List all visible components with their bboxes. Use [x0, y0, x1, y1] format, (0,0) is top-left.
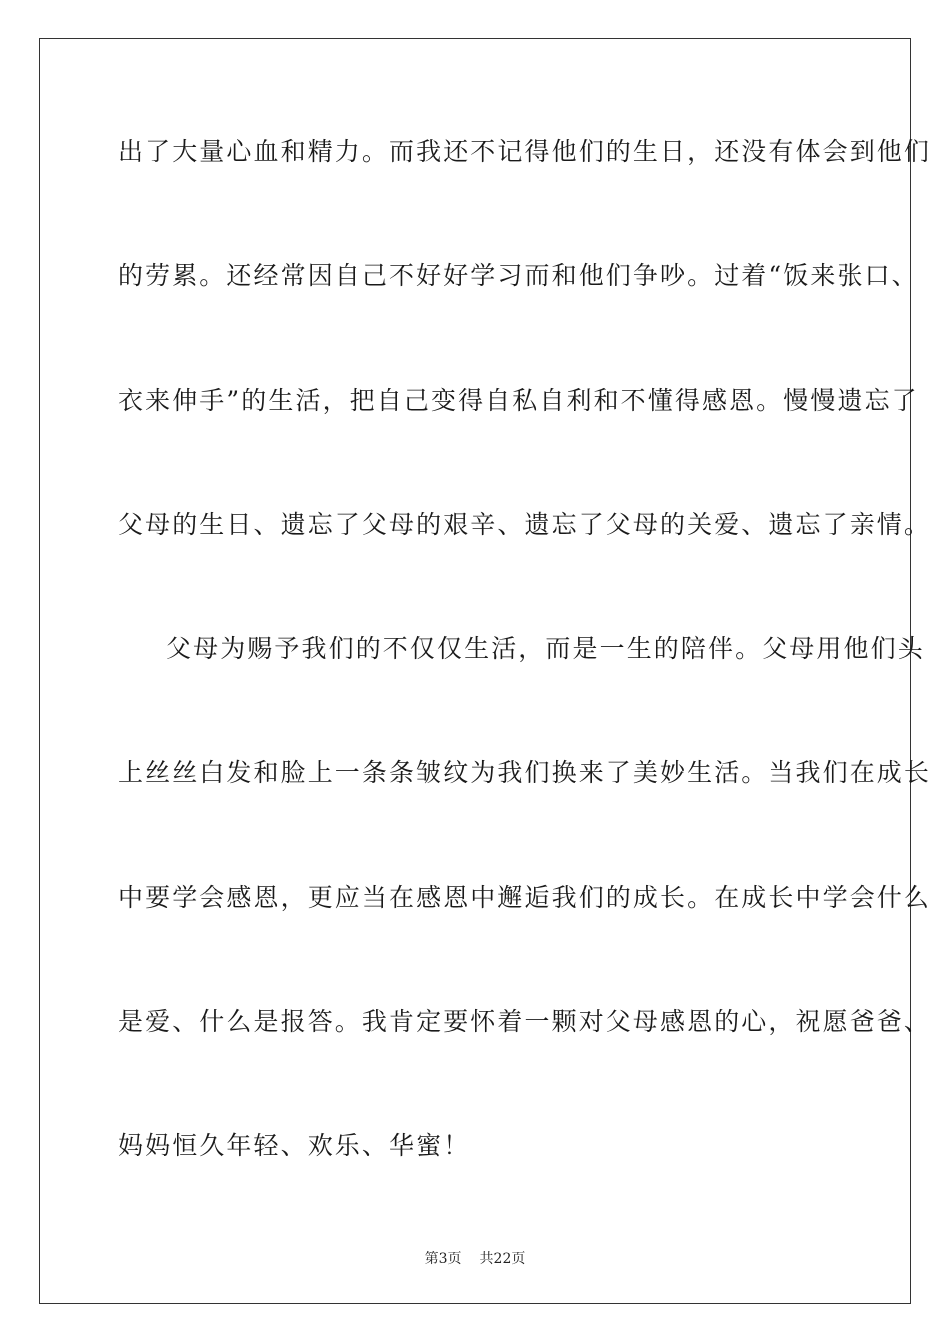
page-total: 共22页: [479, 1251, 526, 1267]
paragraph-line: 是爱、什么是报答。我肯定要怀着一颗对父母感恩的心，祝愿爸爸、: [118, 1007, 932, 1037]
paragraph-line: 上丝丝白发和脸上一条条皱纹为我们换来了美妙生活。当我们在成长: [118, 758, 932, 788]
paragraph-line: 妈妈恒久年轻、欢乐、华蜜！: [118, 1131, 471, 1161]
paragraph-line: 衣来伸手”的生活，把自己变得自私自利和不懂得感恩。慢慢遗忘了: [118, 385, 919, 415]
paragraph-line: 出了大量心血和精力。而我还不记得他们的生日，还没有体会到他们: [118, 137, 932, 166]
paragraph-line: 的劳累。还经常因自己不好好学习而和他们争吵。过着“饭来张口、: [118, 261, 919, 291]
paragraph-line: 父母的生日、遗忘了父母的艰辛、遗忘了父母的关爱、遗忘了亲情。: [118, 509, 932, 539]
page-number: 第3页: [424, 1251, 462, 1267]
document-body: [118, 126, 932, 1245]
paragraph-line: 中要学会感恩，更应当在感恩中邂逅我们的成长。在成长中学会什么: [118, 882, 932, 912]
paragraph-line: 父母为赐予我们的不仅仅生活，而是一生的陪伴。父母用他们头: [166, 634, 925, 664]
page-footer: [0, 1248, 950, 1268]
